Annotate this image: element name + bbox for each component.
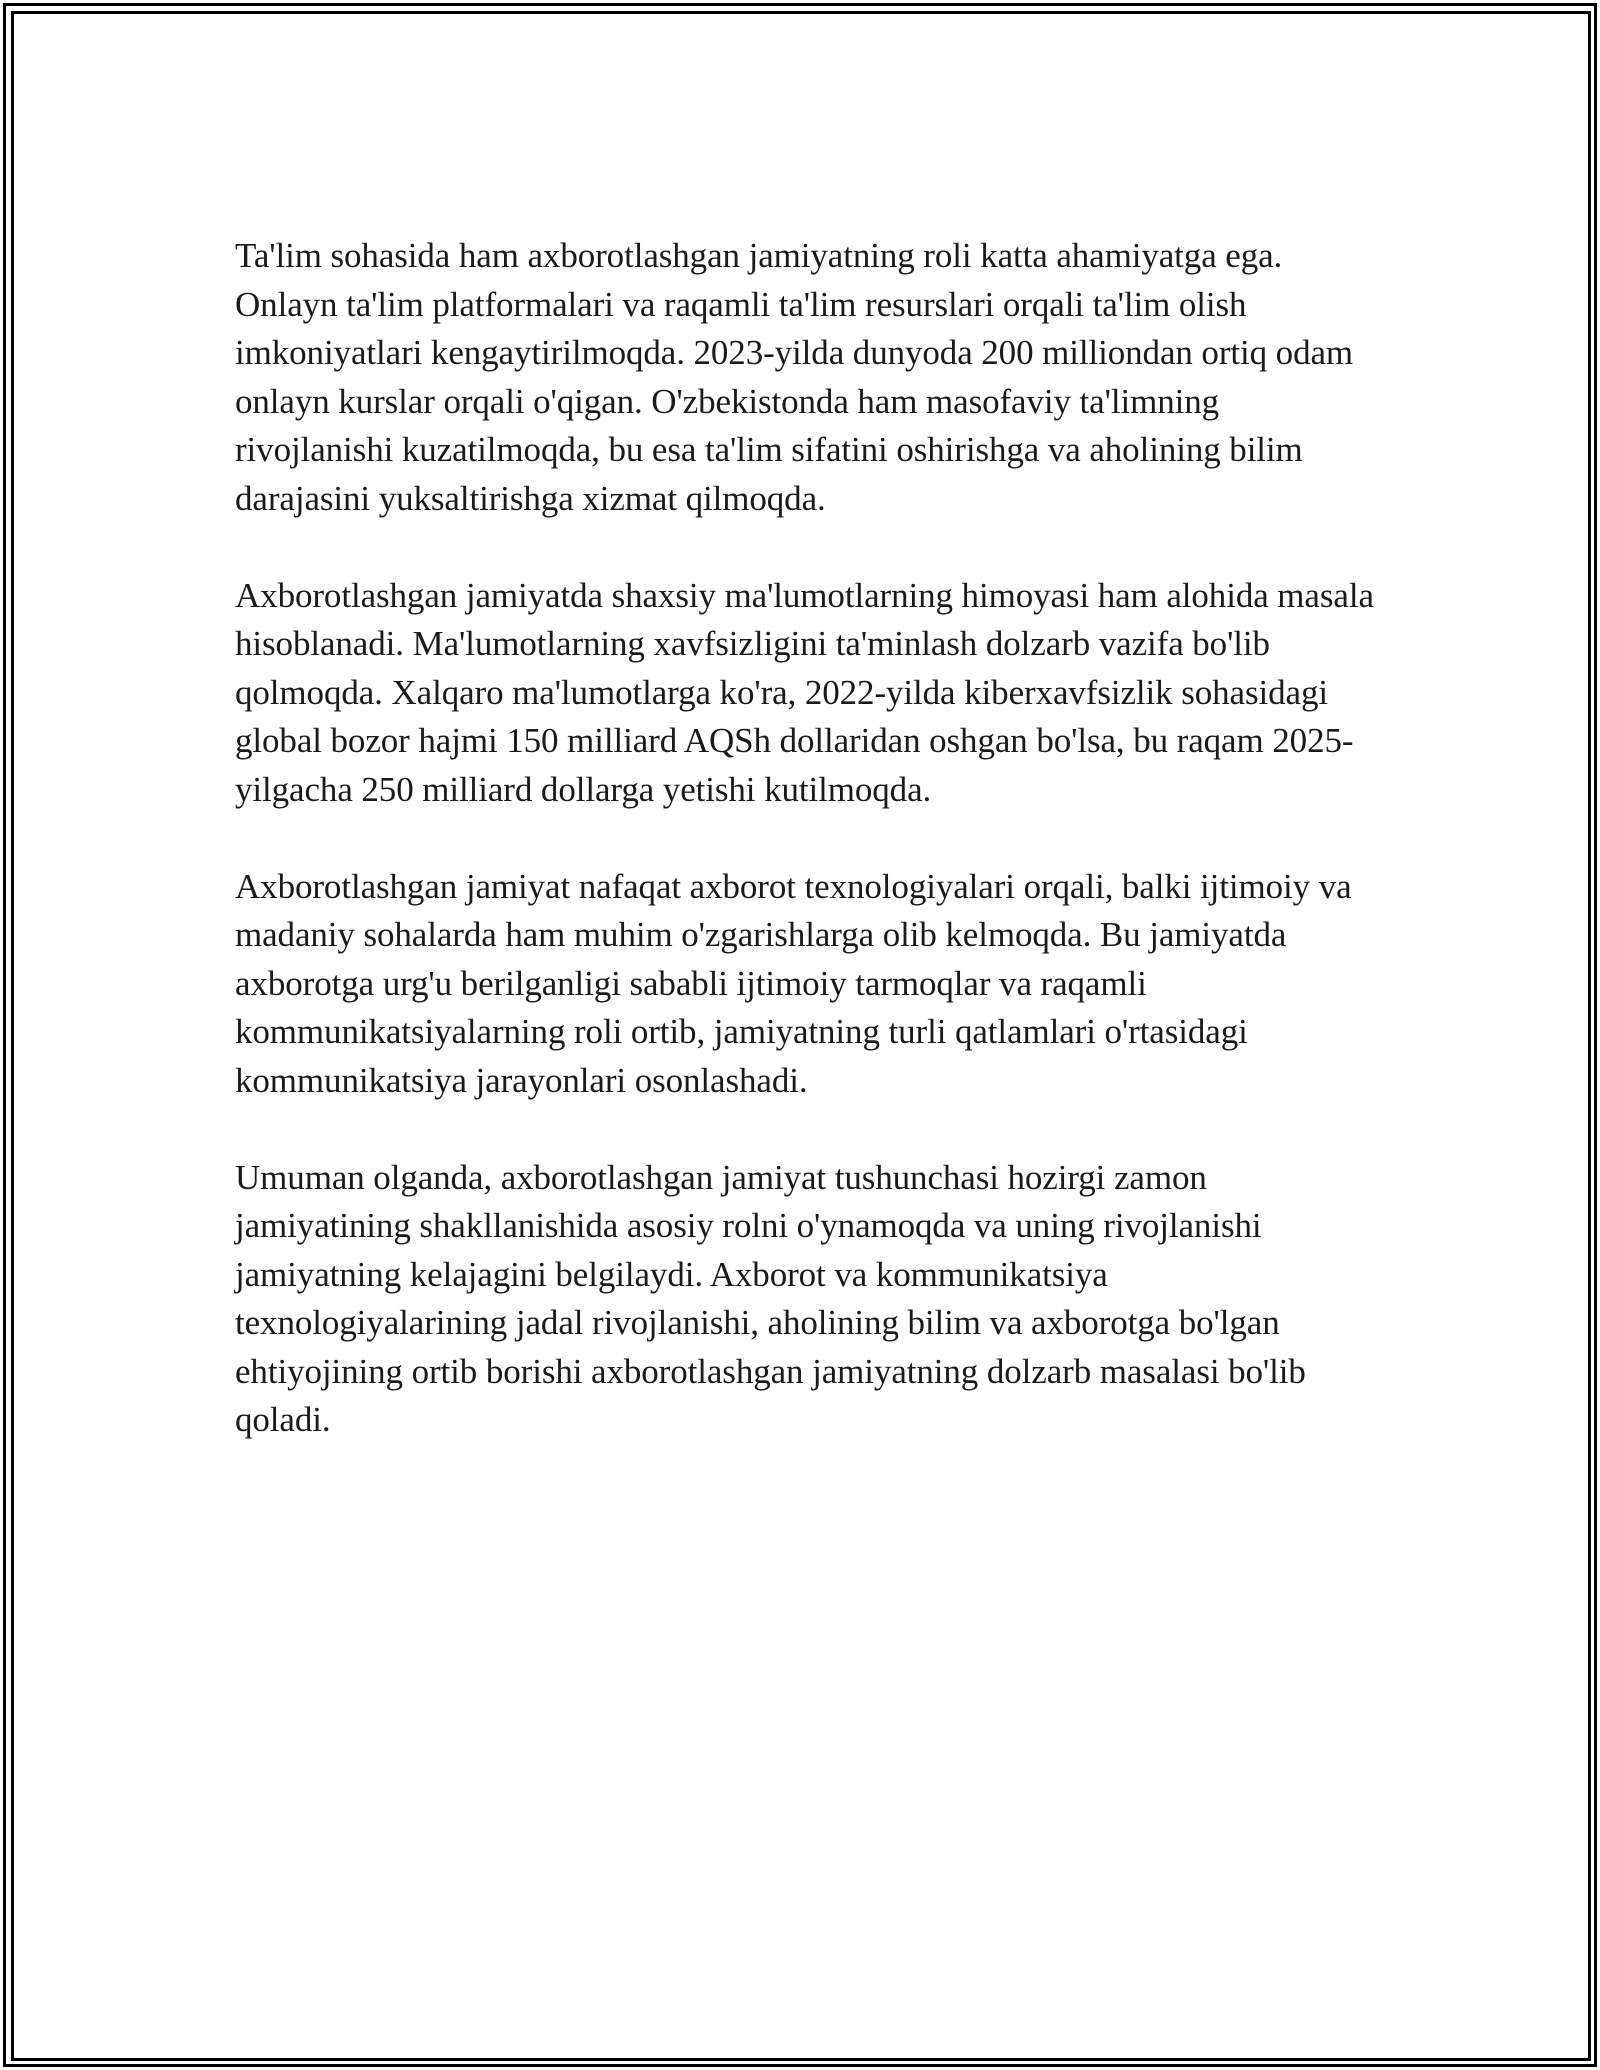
paragraph-conclusion: Umuman olganda, axborotlashgan jamiyat tushunchasi hozirgi zamon jamiyatining shakllanishida asosiy rolni o'ynamoqda va uning rivojlanishi jamiyatning kelajagini belgilaydi. Axborot va kommunikatsiya texnologiyalarining jadal rivojlanishi, aholining bilim va axborotga bo'lgan ehtiyojining ortib borishi axborotlashgan jamiyatning dolzarb masalasi bo'lib qoladi.: [235, 1157, 1306, 1440]
document-body: [235, 232, 1385, 1493]
paragraph-education: Ta'lim sohasida ham axborotlashgan jamiyatning roli katta ahamiyatga ega. Onlayn ta'lim platformalari va raqamli ta'lim resurslari orqali ta'lim olish imkoniyatlari kengaytirilmoqda. 2023-yilda dunyoda 200 milliondan ortiq odam onlayn kurslar orqali o'qigan. O'zbekistonda ham masofaviy ta'limning rivojlanishi kuzatilmoqda, bu esa ta'lim sifatini oshirishga va aholining bilim darajasini yuksaltirishga xizmat qilmoqda.: [235, 236, 1354, 518]
paragraph-social-changes: Axborotlashgan jamiyat nafaqat axborot texnologiyalari orqali, balki ijtimoiy va madaniy sohalarda ham muhim o'zgarishlarga olib kelmoqda. Bu jamiyatda axborotga urg'u berilganligi sababli ijtimoiy tarmoqlar va raqamli kommunikatsiyalarning roli ortib, jamiyatning turli qatlamlari o'rtasidagi kommunikatsiya jarayonlari osonlashadi.: [235, 866, 1352, 1100]
paragraph-data-protection: Axborotlashgan jamiyatda shaxsiy ma'lumotlarning himoyasi ham alohida masala hisoblanadi. Ma'lumotlarning xavfsizligini ta'minlash dolzarb vazifa bo'lib qolmoqda. Xalqaro ma'lumotlarga ko'ra, 2022-yilda kiberxavfsizlik sohasidagi global bozor hajmi 150 milliard AQSh dollaridan oshgan bo'lsa, bu raqam 2025-yilgacha 250 milliard dollarga yetishi kutilmoqda.: [235, 575, 1374, 809]
